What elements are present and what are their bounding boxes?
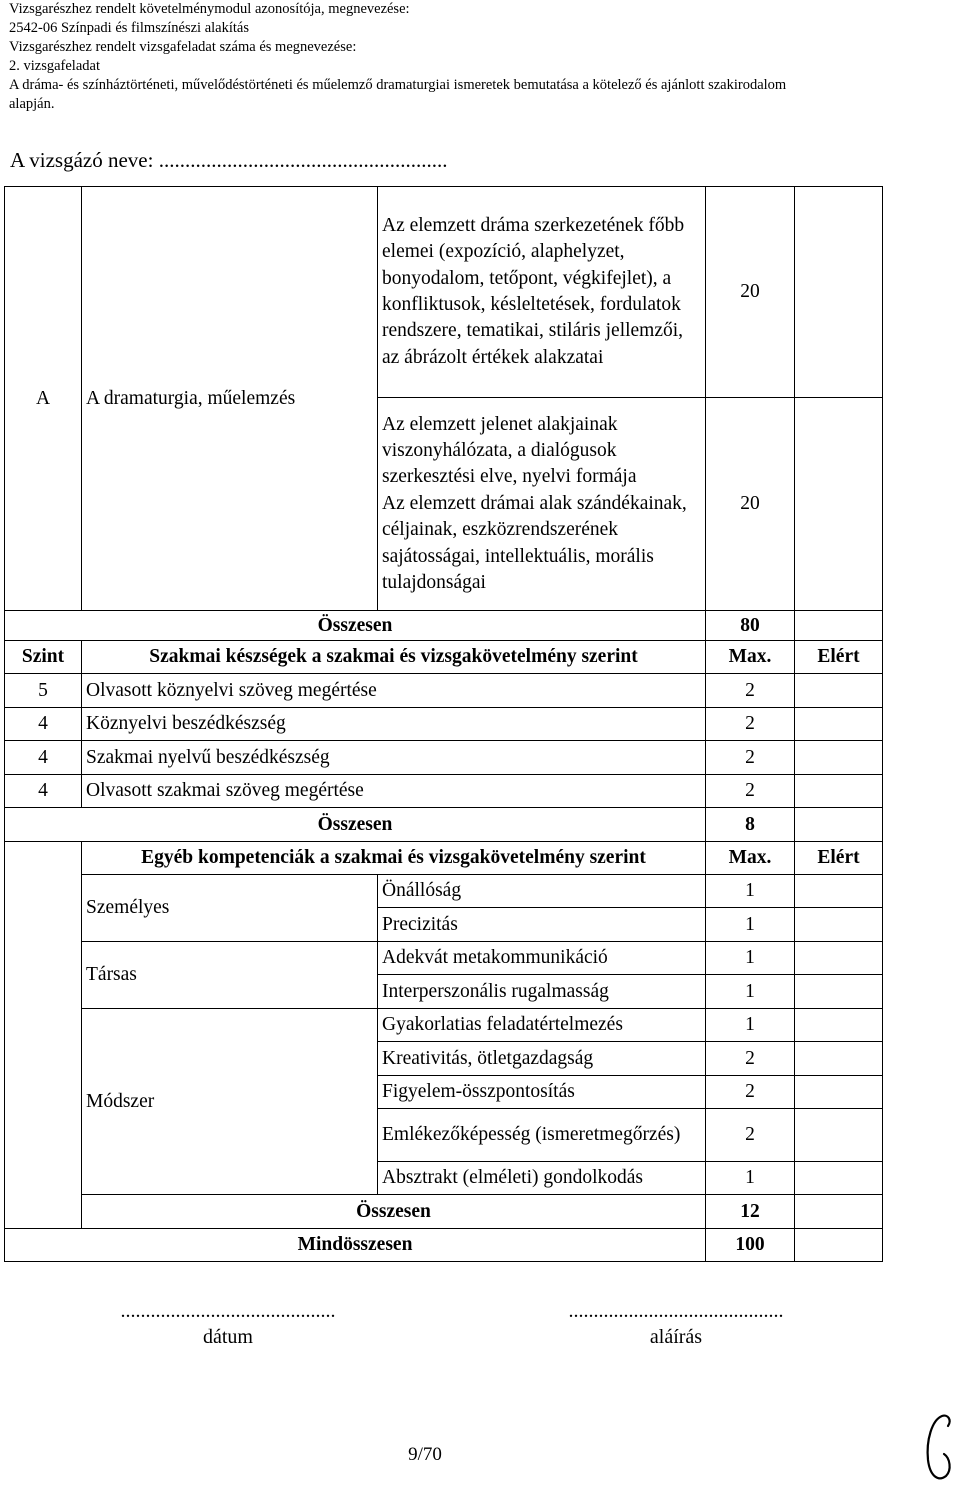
header-line: 2. vizsgafeladat [9, 58, 100, 74]
competency-name: Önállóság [378, 875, 706, 908]
section-code: A [5, 187, 82, 611]
achieved-cell[interactable] [795, 187, 883, 398]
competency-name: Absztrakt (elméleti) gondolkodás [378, 1162, 706, 1195]
skill-level: 5 [5, 674, 82, 708]
grand-total-label: Mindösszesen [5, 1229, 706, 1262]
criterion-text-group [378, 398, 706, 611]
competency-group: Társas [82, 942, 378, 1009]
achieved-cell[interactable] [795, 741, 883, 775]
signature-label: aláírás [649, 1326, 703, 1348]
achieved-cell[interactable] [795, 1076, 883, 1109]
header-line: Vizsgarészhez rendelt követelménymodul azonosítója, megnevezése: [9, 1, 410, 17]
competency-name: Figyelem-összpontosítás [378, 1076, 706, 1109]
competency-name: Precizitás [378, 908, 706, 942]
competency-group: Személyes [82, 875, 378, 942]
grand-total-value: 100 [706, 1229, 795, 1262]
competency-name: Kreativitás, ötletgazdagság [378, 1042, 706, 1076]
competency-max: 2 [706, 1109, 795, 1162]
skill-level: 4 [5, 708, 82, 741]
date-dots: ........................................... [120, 1300, 336, 1322]
skill-max: 2 [706, 708, 795, 741]
achieved-cell[interactable] [795, 908, 883, 942]
skill-name: Olvasott szakmai szöveg megértése [82, 775, 706, 808]
candidate-name-field: A vizsgázó neve: ....................................................... [10, 148, 448, 172]
competency-max: 1 [706, 975, 795, 1009]
skill-name: Olvasott köznyelvi szöveg megértése [82, 674, 706, 708]
achieved-cell[interactable] [795, 611, 883, 641]
competency-level-column [5, 842, 82, 1229]
achieved-cell[interactable] [795, 808, 883, 842]
achieved-cell[interactable] [795, 875, 883, 908]
skills-max-header: Max. [706, 641, 795, 674]
skill-name: Köznyelvi beszédkészség [82, 708, 706, 741]
criterion-text: Az elemzett dráma szerkezetének főbb elemei (expozíció, alaphelyzet, bonyodalom, tetőpont, végkifejlet), a konfliktusok, késleltetések, fordulatok rendszere, tematikai, stiláris jellemzői, az ábrázolt értékek alakzatai [378, 187, 706, 398]
signature-block [536, 1298, 816, 1350]
competency-max: 1 [706, 875, 795, 908]
skill-name: Szakmai nyelvű beszédkészség [82, 741, 706, 775]
skills-level-header: Szint [5, 641, 82, 674]
achieved-cell[interactable] [795, 1229, 883, 1262]
competency-name: Gyakorlatias feladatértelmezés [378, 1009, 706, 1042]
header-line: alapján. [9, 96, 55, 112]
header-line: A dráma- és színháztörténeti, művelődéstörténeti és műelemző dramaturgiai ismeretek bemutatása a kötelező és ajánlott szakirodalom [9, 77, 787, 93]
criterion-text: Az elemzett jelenet alakjainak viszonyhálózata, a dialógusok szerkesztési elve, nyelvi formája [382, 413, 637, 488]
skills-achieved-header: Elért [795, 641, 883, 674]
competency-max: 1 [706, 1009, 795, 1042]
competency-max: 2 [706, 1042, 795, 1076]
achieved-cell[interactable] [795, 398, 883, 611]
section-total-label: Összesen [5, 611, 706, 641]
competency-name: Emlékezőképesség (ismeretmegőrzés) [378, 1109, 706, 1162]
handwritten-signature-mark [920, 1410, 956, 1486]
skills-total-label: Összesen [5, 808, 706, 842]
competency-group: Módszer [82, 1009, 378, 1195]
achieved-cell[interactable] [795, 674, 883, 708]
header-line: 2542-06 Színpadi és filmszínészi alakítás [9, 20, 250, 36]
competency-max: 1 [706, 942, 795, 975]
achieved-cell[interactable] [795, 1042, 883, 1076]
competency-max: 2 [706, 1076, 795, 1109]
skill-level: 4 [5, 775, 82, 808]
skill-max: 2 [706, 741, 795, 775]
competency-max: 1 [706, 1162, 795, 1195]
skill-max: 2 [706, 775, 795, 808]
section-total-value: 80 [706, 611, 795, 641]
achieved-cell[interactable] [795, 708, 883, 741]
achieved-cell[interactable] [795, 975, 883, 1009]
header-line: Vizsgarészhez rendelt vizsgafeladat száma és megnevezése: [9, 39, 357, 55]
achieved-cell[interactable] [795, 1162, 883, 1195]
achieved-cell[interactable] [795, 1195, 883, 1229]
competency-name: Interperszonális rugalmasság [378, 975, 706, 1009]
date-label: dátum [203, 1326, 253, 1348]
criterion-text: Az elemzett drámai alak szándékainak, céljainak, eszközrendszerének sajátosságai, intellektuális, morális tulajdonságai [382, 492, 687, 594]
signature-dots: ........................................... [568, 1300, 784, 1322]
evaluation-table [4, 186, 883, 1262]
competency-total-value: 12 [706, 1195, 795, 1229]
competency-max-header: Max. [706, 842, 795, 875]
criterion-max: 20 [706, 398, 795, 611]
competency-name: Adekvát metakommunikáció [378, 942, 706, 975]
achieved-cell[interactable] [795, 1009, 883, 1042]
competency-achieved-header: Elért [795, 842, 883, 875]
skill-level: 4 [5, 741, 82, 775]
skill-max: 2 [706, 674, 795, 708]
date-block [88, 1298, 368, 1350]
achieved-cell[interactable] [795, 942, 883, 975]
section-title: A dramaturgia, műelemzés [82, 187, 378, 611]
page-number: 9/70 [408, 1444, 442, 1465]
skills-total-value: 8 [706, 808, 795, 842]
document-header [9, 0, 954, 114]
competency-max: 1 [706, 908, 795, 942]
achieved-cell[interactable] [795, 775, 883, 808]
skills-title-header: Szakmai készségek a szakmai és vizsgakövetelmény szerint [82, 641, 706, 674]
competency-title-header: Egyéb kompetenciák a szakmai és vizsgakövetelmény szerint [82, 842, 706, 875]
achieved-cell[interactable] [795, 1109, 883, 1162]
competency-total-label: Összesen [82, 1195, 706, 1229]
criterion-max: 20 [706, 187, 795, 398]
